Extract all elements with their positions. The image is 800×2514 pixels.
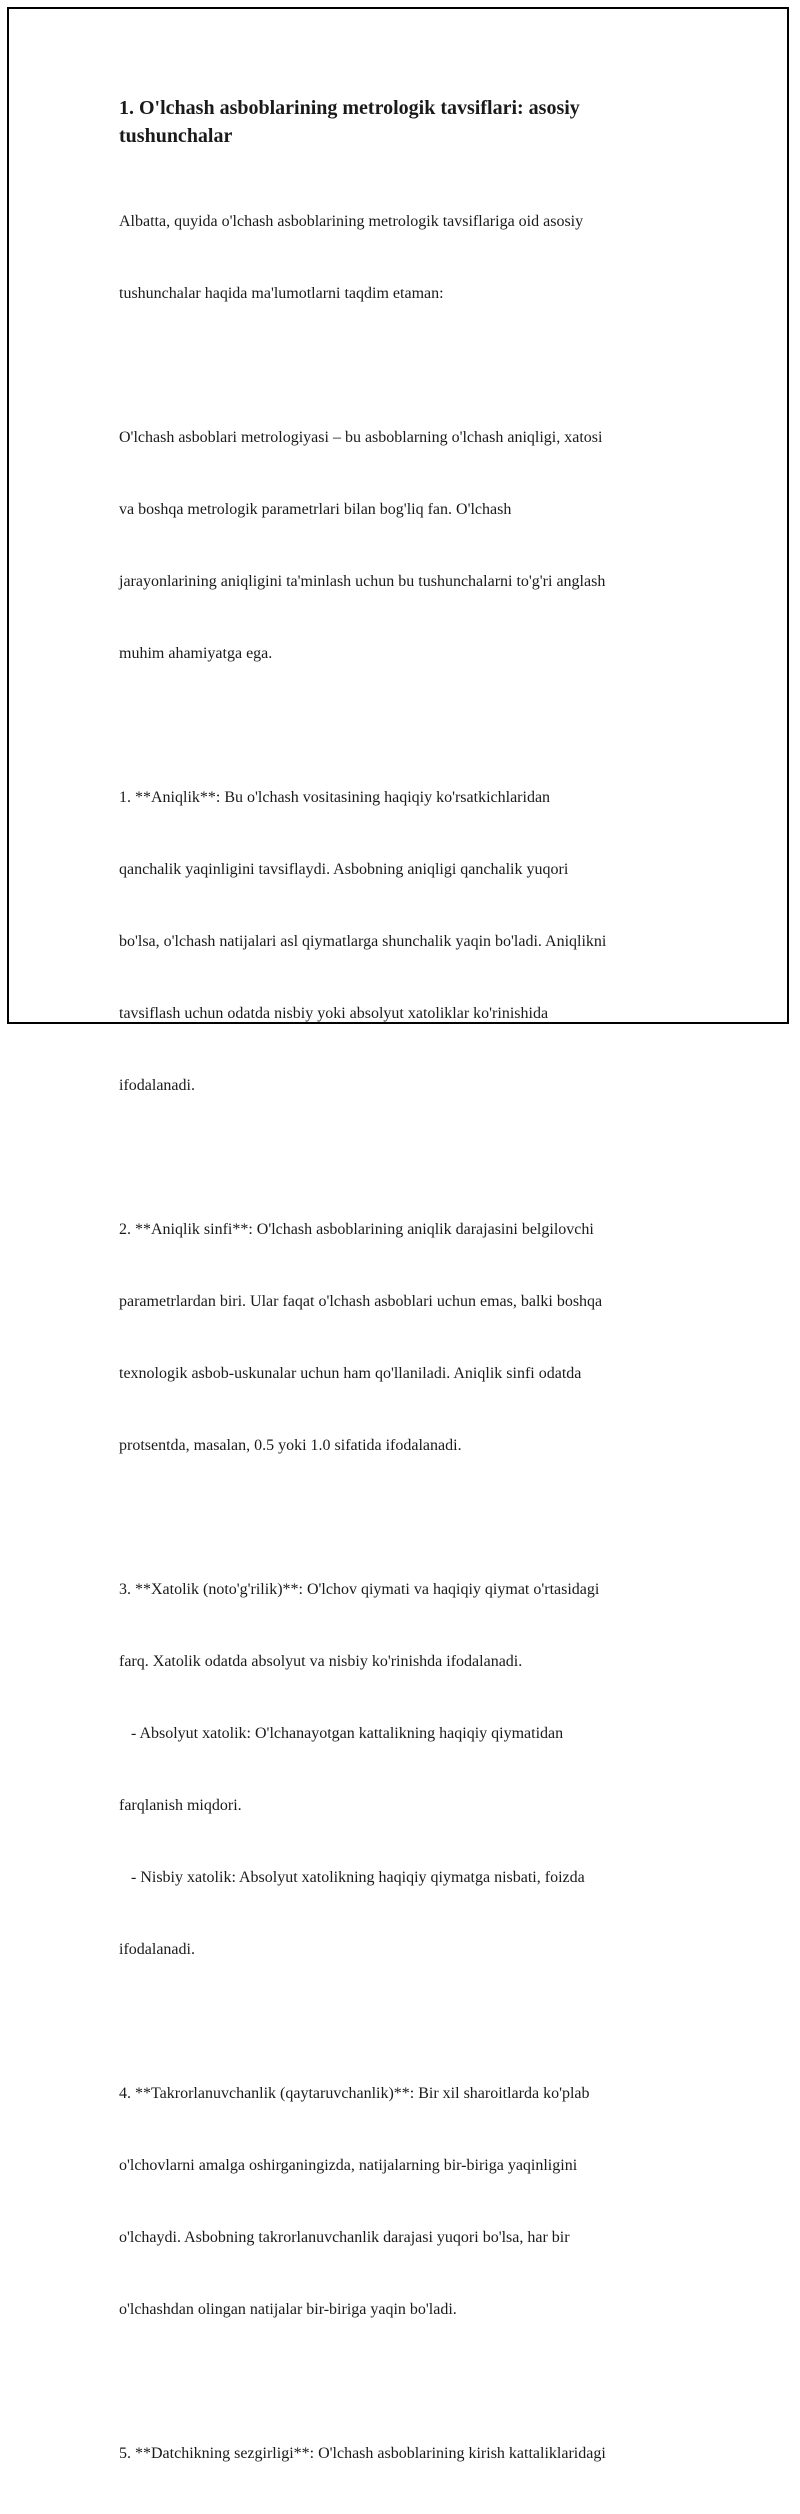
- text-line: parametrlardan biri. Ular faqat o'lchash asboblari uchun emas, balki boshqa: [119, 1293, 603, 1310]
- text-line: 3. **Xatolik (noto'g'rilik)**: O'lchov qiymati va haqiqiy qiymat o'rtasidagi: [119, 1581, 600, 1598]
- text-line: farq. Xatolik odatda absolyut va nisbiy ko'rinishda ifodalanadi.: [119, 1653, 523, 1670]
- text-line: tushunchalar haqida ma'lumotlarni taqdim etaman:: [119, 285, 444, 302]
- paragraph-item-1: [119, 738, 694, 1146]
- text-line: - Nisbiy xatolik: Absolyut xatolikning haqiqiy qiymatga nisbati, foizda: [119, 1869, 585, 1886]
- text-line: 1. **Aniqlik**: Bu o'lchash vositasining haqiqiy ko'rsatkichlaridan: [119, 789, 551, 806]
- text-line: o'lchaydi. Asbobning takrorlanuvchanlik darajasi yuqori bo'lsa, har bir: [119, 2229, 570, 2246]
- paragraph-definition: [119, 378, 694, 714]
- heading-line: tushunchalar: [119, 125, 233, 147]
- text-line: va boshqa metrologik parametrlari bilan bog'liq fan. O'lchash: [119, 501, 512, 518]
- text-line: o'lchashdan olingan natijalar bir-biriga yaqin bo'ladi.: [119, 2301, 457, 2318]
- text-line: texnologik asbob-uskunalar uchun ham qo'llaniladi. Aniqlik sinfi odatda: [119, 1365, 582, 1382]
- document-page: [7, 7, 789, 2462]
- text-line: jarayonlarining aniqligini ta'minlash uchun bu tushunchalarni to'g'ri anglash: [119, 573, 606, 590]
- text-line: farqlanish miqdori.: [119, 1797, 242, 1814]
- text-line: ifodalanadi.: [119, 1077, 195, 1094]
- text-line: - Absolyut xatolik: O'lchanayotgan kattalikning haqiqiy qiymatidan: [119, 1725, 564, 1742]
- paragraph-item-5: [119, 2394, 694, 2514]
- paragraph-item-4: [119, 2034, 694, 2370]
- text-line: Albatta, quyida o'lchash asboblarining metrologik tavsiflariga oid asosiy: [119, 213, 584, 230]
- text-line: ifodalanadi.: [119, 1941, 195, 1958]
- text-line: o'lchovlarni amalga oshirganingizda, natijalarning bir-biriga yaqinligini: [119, 2157, 578, 2174]
- section-heading: [119, 94, 694, 150]
- document-content: [119, 94, 694, 2514]
- heading-line: 1. O'lchash asboblarining metrologik tavsiflari: asosiy: [119, 97, 580, 119]
- text-line: tavsiflash uchun odatda nisbiy yoki absolyut xatoliklar ko'rinishida: [119, 1005, 549, 1022]
- paragraph-item-2: [119, 1170, 694, 1506]
- paragraph-intro: [119, 162, 694, 354]
- text-line: 2. **Aniqlik sinfi**: O'lchash asboblarining aniqlik darajasini belgilovchi: [119, 1221, 594, 1238]
- paragraph-item-3: [119, 1530, 694, 2010]
- text-line: O'lchash asboblari metrologiyasi – bu asboblarning o'lchash aniqligi, xatosi: [119, 429, 603, 446]
- text-line: bo'lsa, o'lchash natijalari asl qiymatlarga shunchalik yaqin bo'ladi. Aniqlikni: [119, 933, 607, 950]
- text-line: protsentda, masalan, 0.5 yoki 1.0 sifatida ifodalanadi.: [119, 1437, 462, 1454]
- text-line: 4. **Takrorlanuvchanlik (qaytaruvchanlik)**: Bir xil sharoitlarda ko'plab: [119, 2085, 590, 2102]
- text-line: 5. **Datchikning sezgirligi**: O'lchash asboblarining kirish kattaliklaridagi: [119, 2445, 606, 2462]
- text-line: qanchalik yaqinligini tavsiflaydi. Asbobning aniqligi qanchalik yuqori: [119, 861, 569, 878]
- text-line: muhim ahamiyatga ega.: [119, 645, 273, 662]
